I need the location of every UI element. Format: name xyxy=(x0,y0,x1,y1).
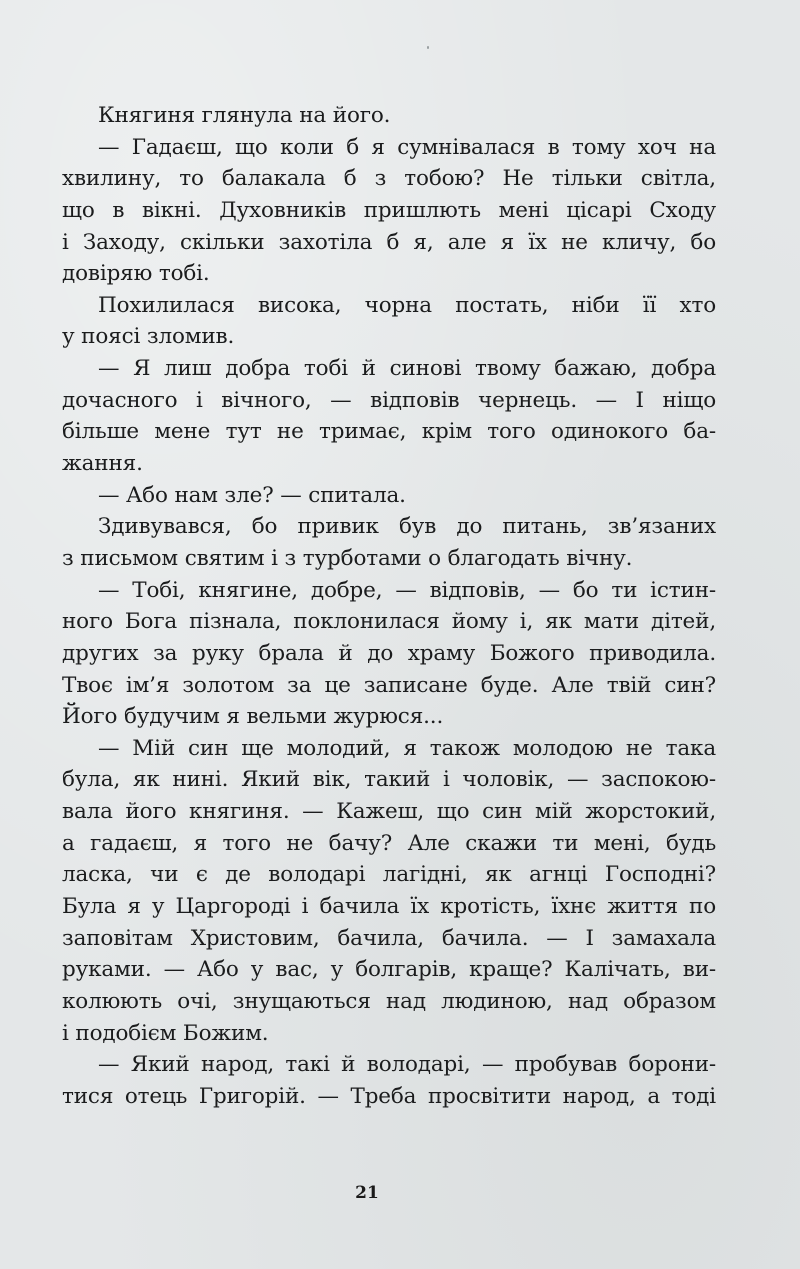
text-line: ного Бога пізнала, поклонилася йому і, як мати дітей, xyxy=(62,609,716,635)
text-line: більше мене тут не тримає, крім того одинокого ба- xyxy=(62,419,716,445)
text-line: Твоє ім’я золотом за це записане буде. Але твій син? xyxy=(62,672,716,698)
text-line: що в вікні. Духовників пришлють мені цісарі Сходу xyxy=(62,197,716,223)
text-line: других за руку брала й до храму Божого приводила. xyxy=(62,640,716,666)
text-line: — Або нам зле? — спитала. xyxy=(98,482,406,508)
text-line: вала його княгиня. — Кажеш, що син мій жорстокий, xyxy=(62,799,716,825)
text-line: Була я у Царгороді і бачила їх кротість, їхнє життя по xyxy=(62,894,716,920)
text-line: ласка, чи є де володарі лагідні, як агнці Господні? xyxy=(62,862,716,888)
text-line: — Який народ, такі й володарі, — пробував борони- xyxy=(98,1052,716,1078)
text-line: колюють очі, знущаються над людиною, над образом xyxy=(62,988,716,1014)
text-line: — Мій син ще молодий, я також молодою не така xyxy=(98,735,716,761)
text-line: — Гадаєш, що коли б я сумнівалася в тому хоч на xyxy=(98,134,716,160)
text-line: хвилину, то балакала б з тобою? Не тільки світла, xyxy=(62,166,716,192)
text-line: і Заходу, скільки захотіла б я, але я їх не кличу, бо xyxy=(62,229,716,255)
text-line: — Тобі, княгине, добре, — відповів, — бо ти істин- xyxy=(98,577,716,603)
paper-speck xyxy=(427,46,429,49)
text-line: жання. xyxy=(62,451,143,477)
text-line: — Я лиш добра тобі й синові твому бажаю, добра xyxy=(98,356,716,382)
text-line: була, як нині. Який вік, такий і чоловік, — заспокою- xyxy=(62,767,716,793)
text-line: і подобієм Божим. xyxy=(62,1020,269,1046)
text-line: руками. — Або у вас, у болгарів, краще? Калічать, ви- xyxy=(62,957,716,983)
text-line: дочасного і вічного, — відповів чернець. — І ніщо xyxy=(62,387,716,413)
text-line: з письмом святим і з турботами о благодать вічну. xyxy=(62,545,633,571)
text-line: заповітам Христовим, бачила, бачила. — І замахала xyxy=(62,925,716,951)
text-line: Його будучим я вельми журюся... xyxy=(62,704,444,730)
text-line: а гадаєш, я того не бачу? Але скажи ти мені, будь xyxy=(62,830,716,856)
text-line: тися отець Григорій. — Треба просвітити народ, а тоді xyxy=(62,1083,716,1109)
text-line: Похилилася висока, чорна постать, ніби її хто xyxy=(98,292,716,318)
body-text xyxy=(62,100,716,1113)
page-number: 21 xyxy=(355,1183,379,1203)
text-line: у поясі зломив. xyxy=(62,324,235,350)
text-line: Княгиня глянула на його. xyxy=(98,103,391,128)
text-line: довіряю тобі. xyxy=(62,261,210,287)
text-line: Здивувався, бо привик був до питань, зв’язаних xyxy=(98,514,716,540)
